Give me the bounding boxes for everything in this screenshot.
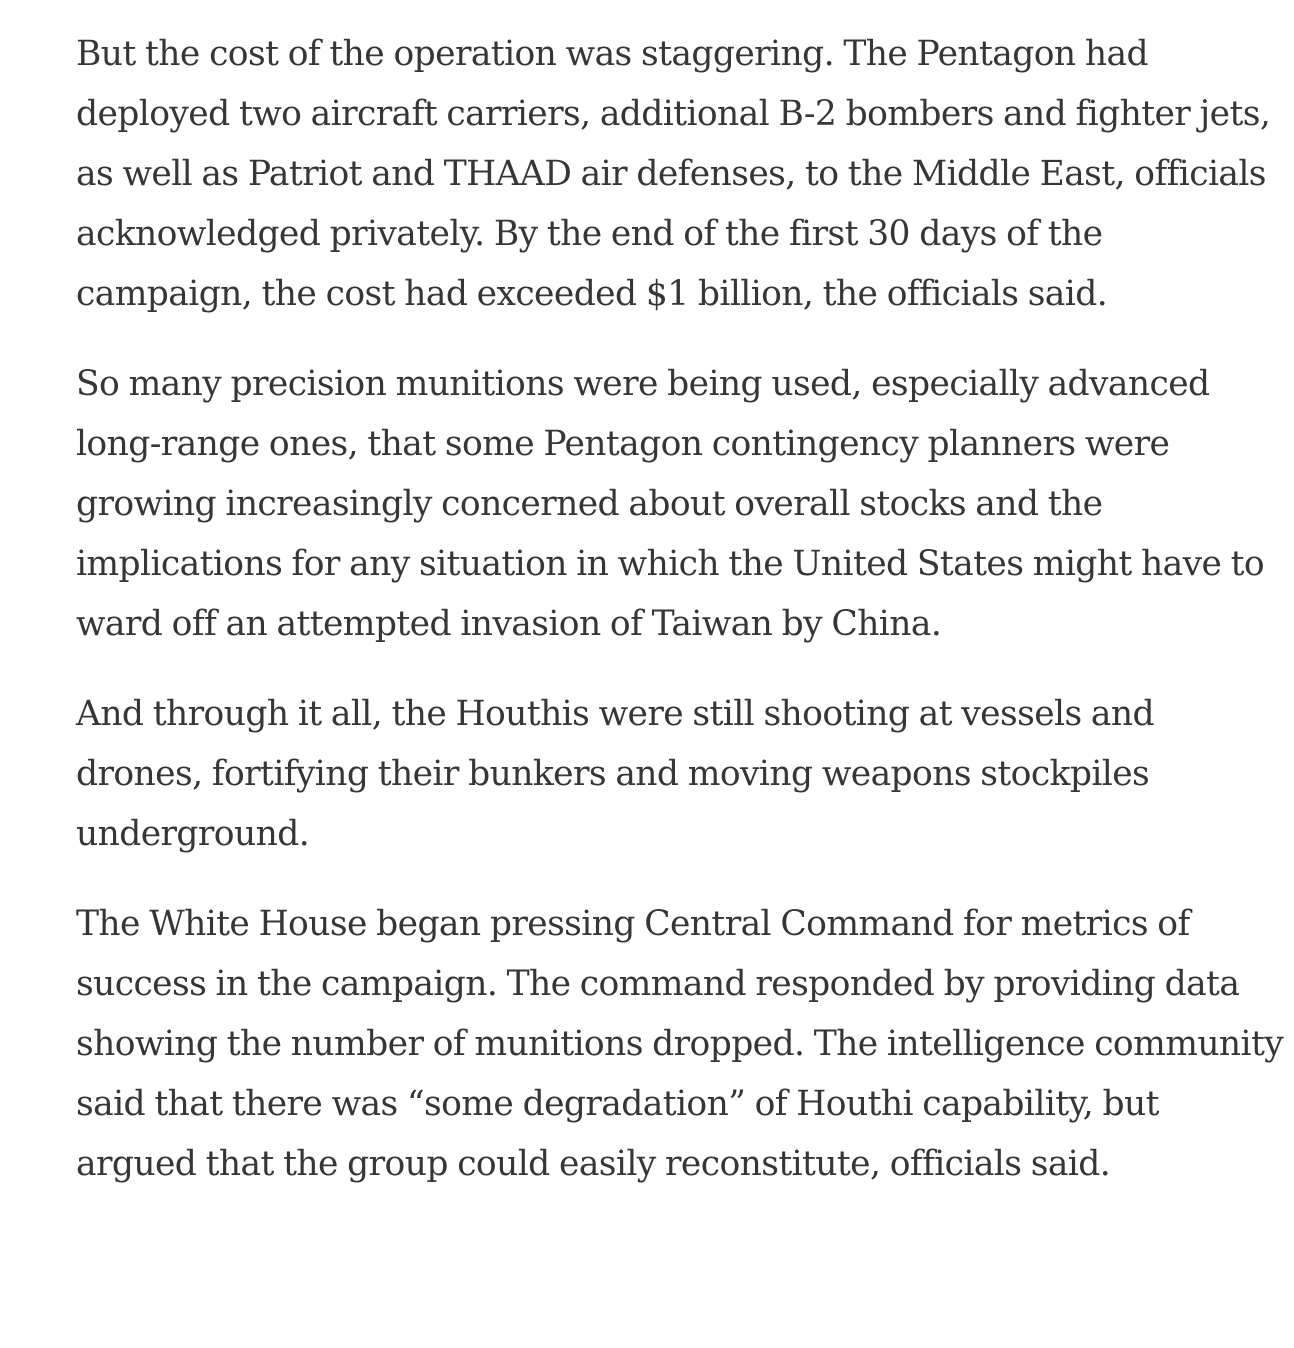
article-paragraph-munitions: So many precision munitions were being used, especially advanced long-range ones, that some Pentagon contingency planners were growing increasingly concerned about overall stocks and the implications for any situation in which the United States might have to ward off an attempted invasion of Taiwan by China. bbox=[76, 364, 1265, 644]
article-body bbox=[76, 24, 1286, 1194]
article-paragraph-white-house: The White House began pressing Central Command for metrics of success in the campaign. The command responded by providing data showing the number of munitions dropped. The intelligence community said that there was “some degradation” of Houthi capability, but argued that the group could easily reconstitute, officials said. bbox=[76, 904, 1284, 1184]
article-paragraph-houthis: And through it all, the Houthis were still shooting at vessels and drones, fortifying their bunkers and moving weapons stockpiles underground. bbox=[76, 694, 1154, 854]
article-paragraph-cost: But the cost of the operation was staggering. The Pentagon had deployed two aircraft carriers, additional B-2 bombers and fighter jets, as well as Patriot and THAAD air defenses, to the Middle East, officials acknowledged privately. By the end of the first 30 days of the campaign, the cost had exceeded $1 billion, the officials said. bbox=[76, 34, 1271, 314]
